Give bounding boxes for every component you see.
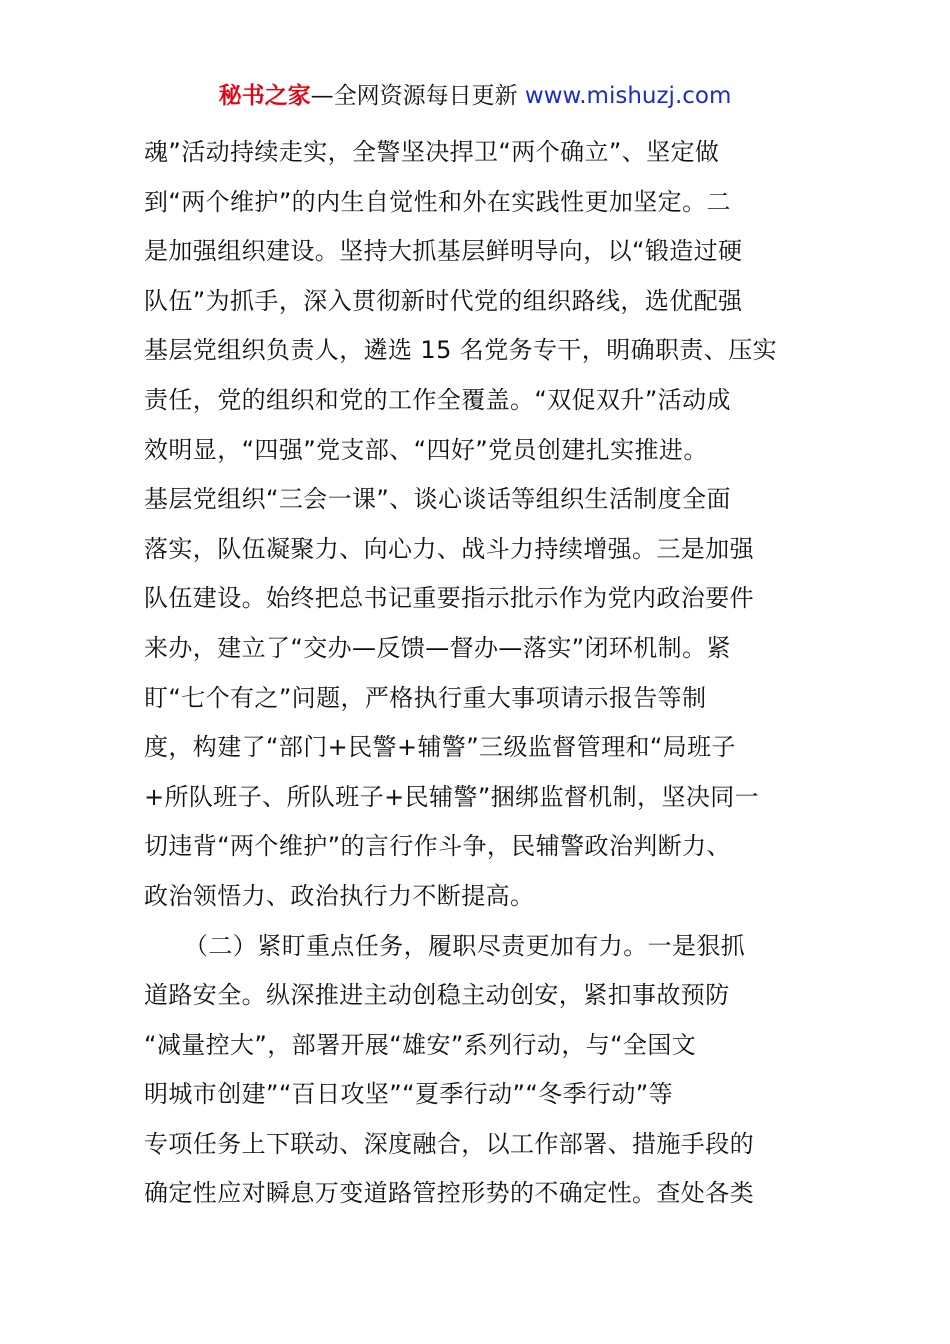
- text-line: 度，构建了“部门+民警+辅警”三级监督管理和“局班子: [144, 733, 736, 762]
- text-line: +所队班子、所队班子+民辅警”捆绑监督机制，坚决同一: [144, 782, 760, 811]
- text-line: 魂”活动持续走实，全警坚决捍卫“两个确立”、坚定做: [144, 138, 720, 166]
- header-tagline: —全网资源每日更新: [310, 83, 525, 109]
- text-line: 落实，队伍凝聚力、向心力、战斗力持续增强。三是加强: [144, 534, 754, 563]
- text-line: “减量控大”，部署开展“雄安”系列行动，与“全国文: [144, 1030, 697, 1059]
- text-line: 盯“七个有之”问题，严格执行重大事项请示报告等制: [144, 683, 707, 712]
- text-line: 效明显，“四强”党支部、“四好”党员创建扎实推进。: [144, 435, 708, 464]
- text-line: 基层党组织“三会一课”、谈心谈话等组织生活制度全面: [144, 485, 731, 514]
- text-line: 到“两个维护”的内生自觉性和外在实践性更加坚定。二: [144, 187, 731, 216]
- text-line: 政治领悟力、政治执行力不断提高。: [144, 881, 535, 910]
- text-line: 来办，建立了“交办—反馈—督办—落实”闭环机制。紧: [144, 633, 731, 662]
- text-line: 责任，党的组织和党的工作全覆盖。“双促双升”活动成: [144, 385, 731, 414]
- text-line: 专项任务上下联动、深度融合，以工作部署、措施手段的: [144, 1129, 754, 1158]
- section-heading-line: （二）紧盯重点任务，履职尽责更加有力。一是狠抓: [184, 931, 746, 960]
- brand-name: 秘书之家: [218, 83, 311, 109]
- document-body: [144, 128, 809, 1219]
- text-line: 是加强组织建设。坚持大抓基层鲜明导向，以“锻造过硬: [144, 237, 743, 266]
- text-line: 道路安全。纵深推进主动创稳主动创安，紧扣事故预防: [144, 981, 730, 1010]
- text-line: 明城市创建”“百日攻坚”“夏季行动”“冬季行动”等: [144, 1080, 674, 1109]
- text-line: 队伍建设。始终把总书记重要指示批示作为党内政治要件: [144, 584, 754, 613]
- text-line: 基层党组织负责人，遴选 15 名党务专干，明确职责、压实: [144, 336, 777, 365]
- text-line: 队伍”为抓手，深入贯彻新时代党的组织路线，选优配强: [144, 286, 743, 315]
- text-line: 确定性应对瞬息万变道路管控形势的不确定性。查处各类: [144, 1179, 754, 1208]
- site-header: [0, 80, 950, 112]
- header-url[interactable]: www.mishuzj.com: [524, 83, 732, 109]
- text-line: 切违背“两个维护”的言行作斗争，民辅警政治判断力、: [144, 832, 731, 861]
